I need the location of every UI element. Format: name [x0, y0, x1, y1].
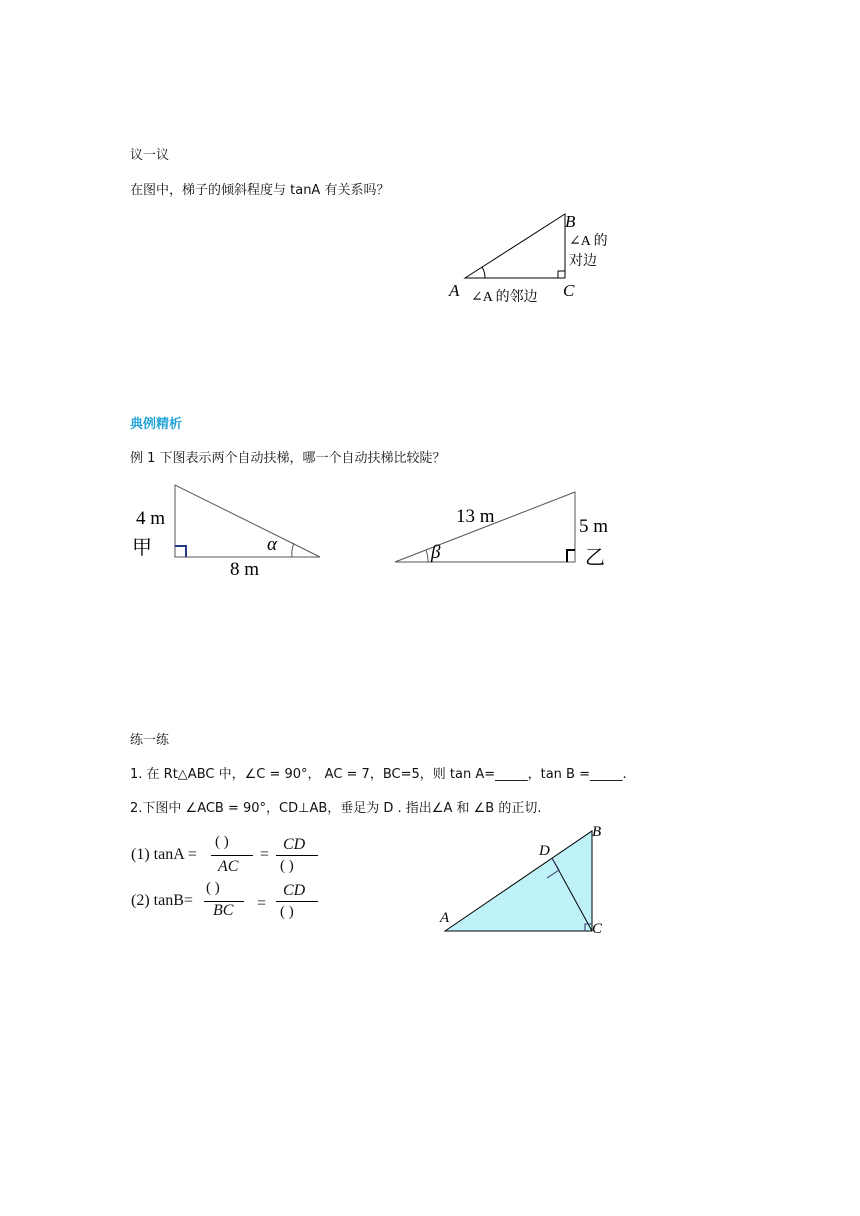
tan-b-den2: ( ): [280, 904, 294, 920]
exercise-1: 1. 在 Rt△ABC 中，∠C = 90°， AC = 7，BC=5，则 tan A=_____，tan B =_____.: [130, 767, 627, 782]
name-label-jia: 甲: [132, 537, 152, 559]
angle-arc: [482, 267, 485, 278]
vertex-label-d: D: [539, 843, 550, 859]
right-triangle-altitude-figure: [435, 822, 635, 937]
escalator-jia-triangle: [175, 485, 320, 557]
tan-b-den1: BC: [213, 902, 234, 919]
equals-sign: =: [257, 895, 267, 912]
example1-question: 例 1 下图表示两个自动扶梯，哪一个自动扶梯比较陡？: [130, 451, 446, 466]
tan-a-label: (1) tanA =: [131, 846, 197, 863]
tan-b-num1: ( ): [206, 880, 220, 896]
height-label: 5 m: [579, 516, 609, 537]
vertex-label-a: A: [449, 281, 460, 300]
tan-a-num1: ( ): [215, 834, 229, 850]
angle-label-alpha: α: [267, 534, 277, 555]
ladder-triangle: [465, 214, 565, 278]
section1-question: 在图中，梯子的倾斜程度与 tanA 有关系吗？: [130, 183, 390, 198]
tan-b-label: (2) tanB=: [131, 892, 193, 909]
right-angle-mark: [175, 546, 186, 557]
opposite-side-label-2: 对边: [569, 254, 597, 269]
escalator-yi-triangle: [395, 492, 575, 562]
triangle-abc: [445, 831, 592, 931]
hypotenuse-label: 13 m: [456, 506, 495, 527]
tan-a-num2: CD: [283, 836, 306, 853]
vertex-label-a: A: [440, 910, 450, 926]
fraction-bar: [211, 855, 253, 856]
name-label-yi: 乙: [585, 547, 605, 569]
fraction-bar: [276, 855, 318, 856]
tan-a-den2: ( ): [280, 858, 294, 874]
tan-a-den1: AC: [218, 858, 239, 875]
section2-title: 典例精析: [130, 417, 183, 432]
section3-title: 练一练: [130, 733, 170, 748]
angle-arc: [292, 543, 294, 557]
base-label: 8 m: [230, 559, 260, 580]
opposite-side-label-1: ∠A 的: [569, 234, 608, 249]
section1-title: 议一议: [130, 148, 170, 163]
fraction-bar: [276, 901, 318, 902]
vertex-label-c: C: [592, 921, 603, 937]
equals-sign: =: [260, 846, 270, 863]
adjacent-side-label: ∠A 的邻边: [471, 290, 538, 305]
height-label: 4 m: [136, 508, 166, 529]
escalator-yi-figure: [390, 482, 630, 582]
angle-label-beta: β: [431, 542, 441, 563]
exercise-2: 2.下图中 ∠ACB = 90°，CD⊥AB，垂足为 D . 指出∠A 和 ∠B 的正切.: [130, 801, 542, 816]
right-angle-mark: [567, 550, 575, 562]
vertex-label-c: C: [563, 281, 575, 300]
vertex-label-b: B: [565, 212, 576, 231]
vertex-label-b: B: [592, 824, 602, 840]
right-angle-mark: [558, 271, 565, 278]
ladder-triangle-figure: [445, 212, 645, 312]
tan-b-num2: CD: [283, 882, 306, 899]
escalator-jia-figure: [130, 482, 340, 582]
angle-arc: [426, 550, 428, 562]
